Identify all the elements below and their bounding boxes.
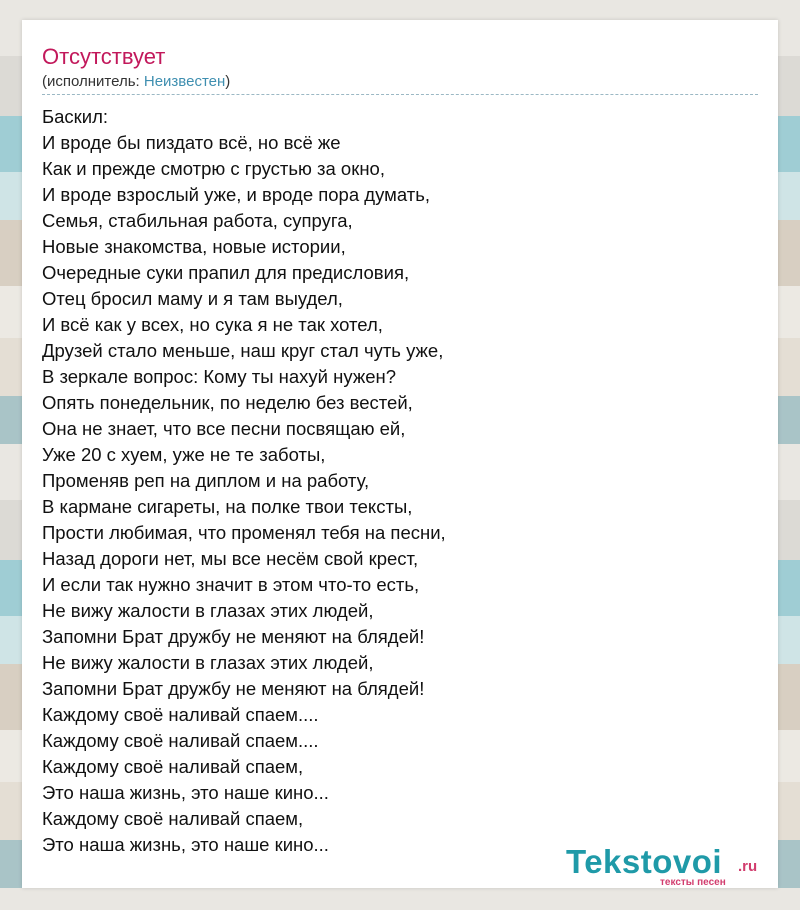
logo-subtitle: тексты песен xyxy=(660,877,726,888)
site-logo[interactable] xyxy=(566,843,776,893)
logo-main-text: Tekstovoi xyxy=(566,843,723,880)
lyric-line: Запомни Брат дружбу не меняют на блядей! xyxy=(42,626,425,647)
lyric-line: Не вижу жалости в глазах этих людей, xyxy=(42,652,374,673)
lyric-line: В кармане сигареты, на полке твои тексты, xyxy=(42,496,413,517)
title-divider xyxy=(42,94,758,95)
lyric-line: И всё как у всех, но сука я не так хотел, xyxy=(42,314,383,335)
logo-tld-text: .ru xyxy=(738,858,758,875)
lyric-line: Прости любимая, что променял тебя на песни, xyxy=(42,522,446,543)
lyric-line: Не вижу жалости в глазах этих людей, xyxy=(42,600,374,621)
lyric-line: Отец бросил маму и я там выудел, xyxy=(42,288,343,309)
artist-prefix: (исполнитель: xyxy=(42,73,144,90)
lyric-line: Очередные суки прапил для предисловия, xyxy=(42,262,410,283)
lyric-line: Каждому своё наливай спаем.... xyxy=(42,704,319,725)
lyric-line: Как и прежде смотрю с грустью за окно, xyxy=(42,158,385,179)
artist-link[interactable]: Неизвестен xyxy=(143,73,226,90)
lyric-line: Опять понедельник, по неделю без вестей, xyxy=(42,392,413,413)
lyric-line: Это наша жизнь, это наше кино... xyxy=(42,834,329,855)
lyric-line: Она не знает, что все песни посвящаю ей, xyxy=(42,418,406,439)
lyric-line: Променяв реп на диплом и на работу, xyxy=(42,470,370,491)
lyric-line: И если так нужно значит в этом что-то есть, xyxy=(42,574,420,595)
lyric-line: Уже 20 с хуем, уже не те заботы, xyxy=(42,444,326,465)
lyric-line: Каждому своё наливай спаем, xyxy=(42,756,304,777)
lyric-line: Семья, стабильная работа, супруга, xyxy=(42,210,353,231)
lyric-line: Запомни Брат дружбу не меняют на блядей! xyxy=(42,678,425,699)
lyric-line: И вроде бы пиздато всё, но всё же xyxy=(42,132,341,153)
lyric-line: Баскил: xyxy=(42,106,109,127)
lyrics-card xyxy=(22,20,778,888)
lyric-line: Каждому своё наливай спаем, xyxy=(42,808,304,829)
lyrics-text xyxy=(42,104,758,858)
artist-suffix: ) xyxy=(225,73,231,90)
lyric-line: Назад дороги нет, мы все несём свой крест, xyxy=(42,548,419,569)
lyric-line: Это наша жизнь, это наше кино... xyxy=(42,782,329,803)
lyric-line: В зеркале вопрос: Кому ты нахуй нужен? xyxy=(42,366,396,387)
lyric-line: И вроде взрослый уже, и вроде пора думать, xyxy=(42,184,430,205)
artist-line xyxy=(42,73,230,90)
lyric-line: Новые знакомства, новые истории, xyxy=(42,236,346,257)
song-title: Отсутствует xyxy=(42,44,166,69)
lyric-line: Друзей стало меньше, наш круг стал чуть уже, xyxy=(42,340,444,361)
lyric-line: Каждому своё наливай спаем.... xyxy=(42,730,319,751)
